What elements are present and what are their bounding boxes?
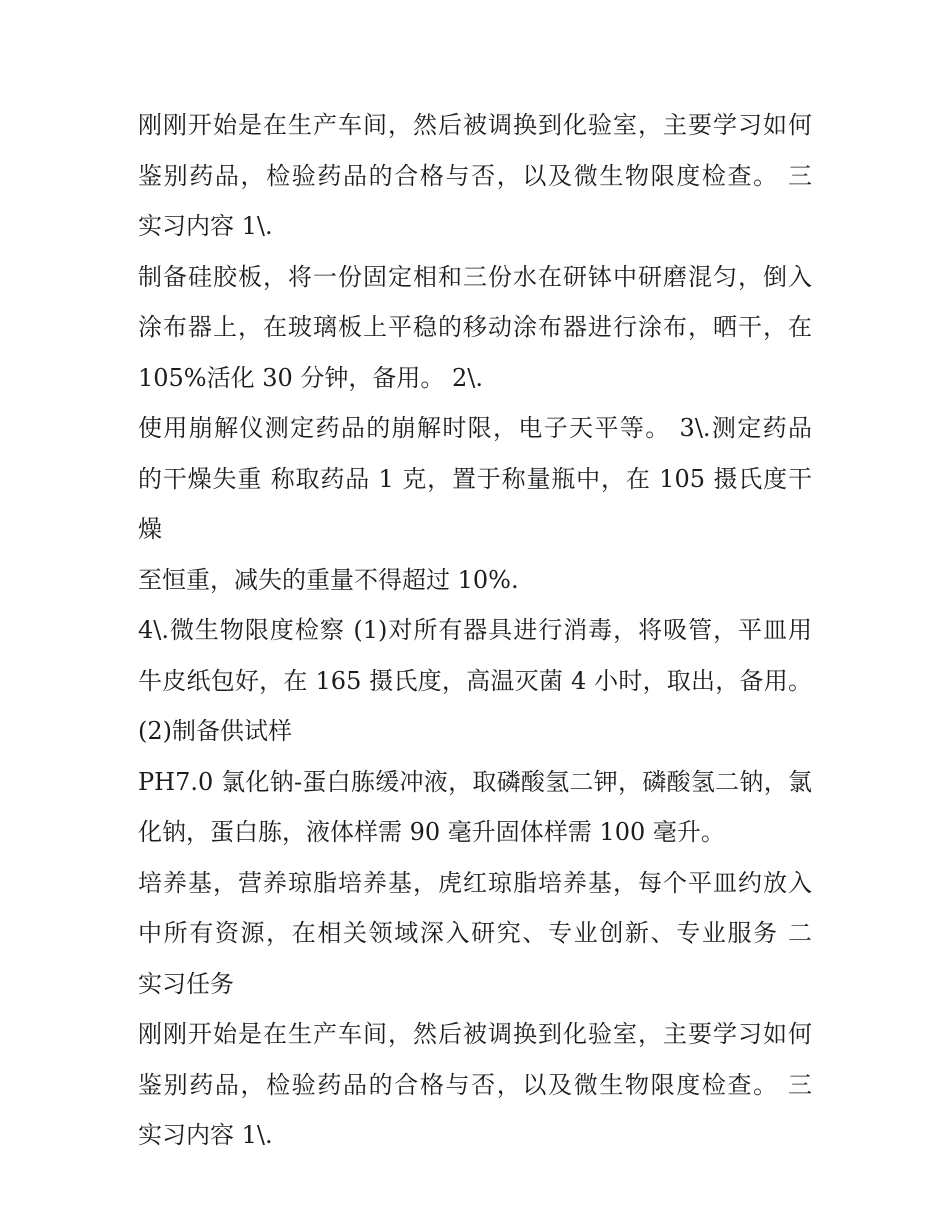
document-text-block [138, 100, 812, 1161]
text-line: 实习内容 1\. [138, 1121, 273, 1149]
text-line: 刚刚开始是在生产车间，然后被调换到化验室，主要学习如何 [138, 1020, 812, 1048]
text-line: 105%活化 30 分钟，备用。 2\. [138, 363, 484, 392]
text-line: 使用崩解仪测定药品的崩解时限，电子天平等。 3\.测定药品 [138, 414, 812, 442]
text-line: 制备硅胶板，将一份固定相和三份水在研钵中研磨混匀，倒入 [138, 262, 812, 291]
text-line: PH7.0 氯化钠-蛋白胨缓冲液，取磷酸氢二钾，磷酸氢二钠，氯 [138, 767, 812, 796]
text-line: 化钠，蛋白胨，液体样需 90 毫升固体样需 100 毫升。 [138, 818, 725, 846]
text-line: 牛皮纸包好，在 165 摄氏度，高温灭菌 4 小时，取出，备用。 [138, 666, 812, 695]
text-line: 4\.微生物限度检察 (1)对所有器具进行消毒，将吸管，平皿用 [138, 616, 812, 644]
text-line: 的干燥失重 称取药品 1 克，置于称量瓶中，在 105 摄氏度干燥 [138, 464, 812, 543]
text-line: 刚刚开始是在生产车间，然后被调换到化验室，主要学习如何 [138, 111, 812, 139]
text-line: 鉴别药品，检验药品的合格与否，以及微生物限度检查。 三 [138, 1070, 812, 1099]
text-line: 至恒重，减失的重量不得超过 10%. [138, 565, 519, 594]
text-line: 涂布器上，在玻璃板上平稳的移动涂布器进行涂布，晒干，在 [138, 313, 812, 341]
text-line: 实习内容 1\. [138, 212, 273, 240]
text-line: (2)制备供试样 [138, 717, 292, 745]
text-line: 实习任务 [138, 969, 234, 998]
text-line: 培养基，营养琼脂培养基，虎红琼脂培养基，每个平皿约放入 [138, 868, 812, 897]
text-line: 中所有资源，在相关领域深入研究、专业创新、专业服务 二 [138, 919, 812, 947]
text-line: 鉴别药品，检验药品的合格与否，以及微生物限度检查。 三 [138, 161, 812, 190]
